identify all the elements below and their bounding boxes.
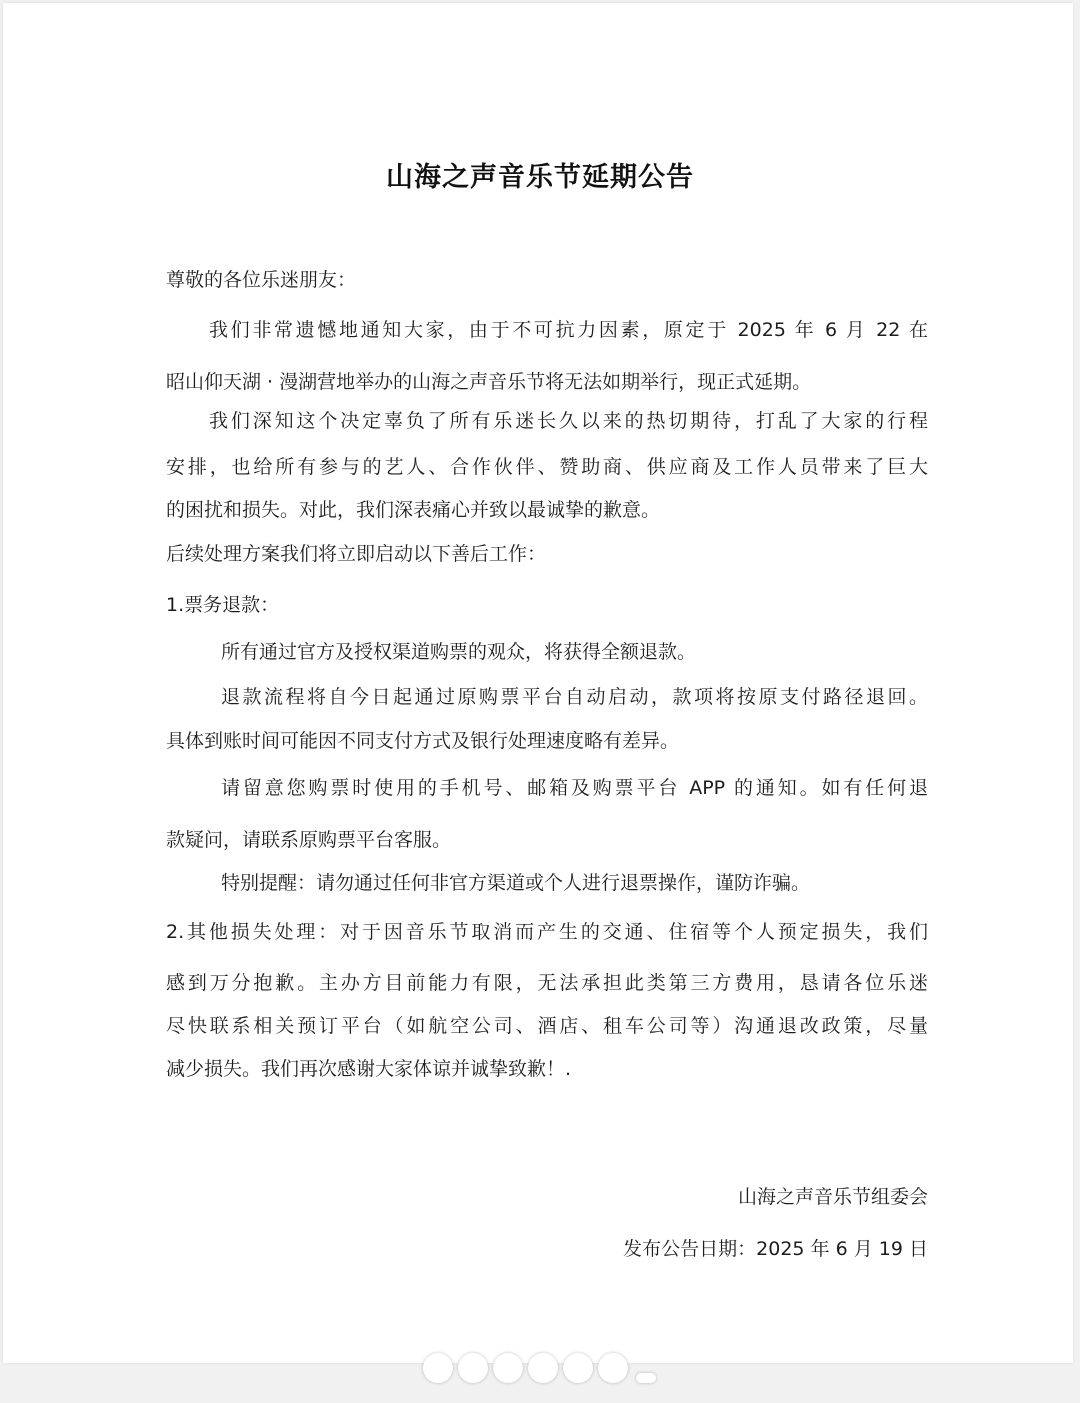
page-indicator-handle[interactable]: [636, 1373, 656, 1383]
page-indicator-dot[interactable]: [423, 1353, 453, 1383]
document-title: 山海之声音乐节延期公告: [386, 162, 694, 193]
section1-line1: 所有通过官方及授权渠道购票的观众，将获得全额退款。: [221, 641, 697, 663]
section2-line3: 尽快联系相关预订平台（如航空公司、酒店、租车公司等）沟通退改政策，尽量: [166, 1015, 928, 1037]
signature: 山海之声音乐节组委会: [737, 1186, 928, 1208]
para1-line1: 我们非常遗憾地通知大家，由于不可抗力因素，原定于 2025 年 6 月 22 在: [209, 319, 928, 341]
section2-line2: 感到万分抱歉。主办方目前能力有限，无法承担此类第三方费用，恳请各位乐迷: [166, 972, 928, 994]
para2-line2: 安排，也给所有参与的艺人、合作伙伴、赞助商、供应商及工作人员带来了巨大: [166, 456, 928, 478]
section1-line4: 请留意您购票时使用的手机号、邮箱及购票平台 APP 的通知。如有任何退: [221, 777, 928, 799]
followup-intro: 后续处理方案我们将立即启动以下善后工作：: [166, 543, 547, 565]
para1-line2: 昭山仰天湖 · 漫湖营地举办的山海之声音乐节将无法如期举行，现正式延期。: [166, 371, 812, 393]
publish-date: 发布公告日期：2025 年 6 月 19 日: [623, 1238, 928, 1260]
section1-heading: 1.票务退款：: [166, 594, 280, 616]
section1-line2: 退款流程将自今日起通过原购票平台自动启动，款项将按原支付路径退回。: [221, 686, 928, 708]
greeting: 尊敬的各位乐迷朋友：: [166, 269, 357, 291]
para2-line3: 的困扰和损失。对此，我们深表痛心并致以最诚挚的歉意。: [166, 499, 661, 521]
page-indicator-dot[interactable]: [563, 1353, 593, 1383]
page-indicator-dot[interactable]: [598, 1353, 628, 1383]
section2-line1: 2.其他损失处理：对于因音乐节取消而产生的交通、住宿等个人预定损失，我们: [166, 921, 928, 943]
section1-line5: 款疑问，请联系原购票平台客服。: [166, 829, 452, 851]
page-indicator-dot[interactable]: [493, 1353, 523, 1383]
page-indicator-dot[interactable]: [528, 1353, 558, 1383]
page-indicator-dot[interactable]: [458, 1353, 488, 1383]
section1-line3: 具体到账时间可能因不同支付方式及银行处理速度略有差异。: [166, 730, 680, 752]
para2-line1: 我们深知这个决定辜负了所有乐迷长久以来的热切期待，打乱了大家的行程: [209, 410, 928, 432]
section2-line4: 减少损失。我们再次感谢大家体谅并诚挚致歉！.: [166, 1058, 572, 1080]
section1-warning: 特别提醒：请勿通过任何非官方渠道或个人进行退票操作，谨防诈骗。: [221, 872, 811, 894]
